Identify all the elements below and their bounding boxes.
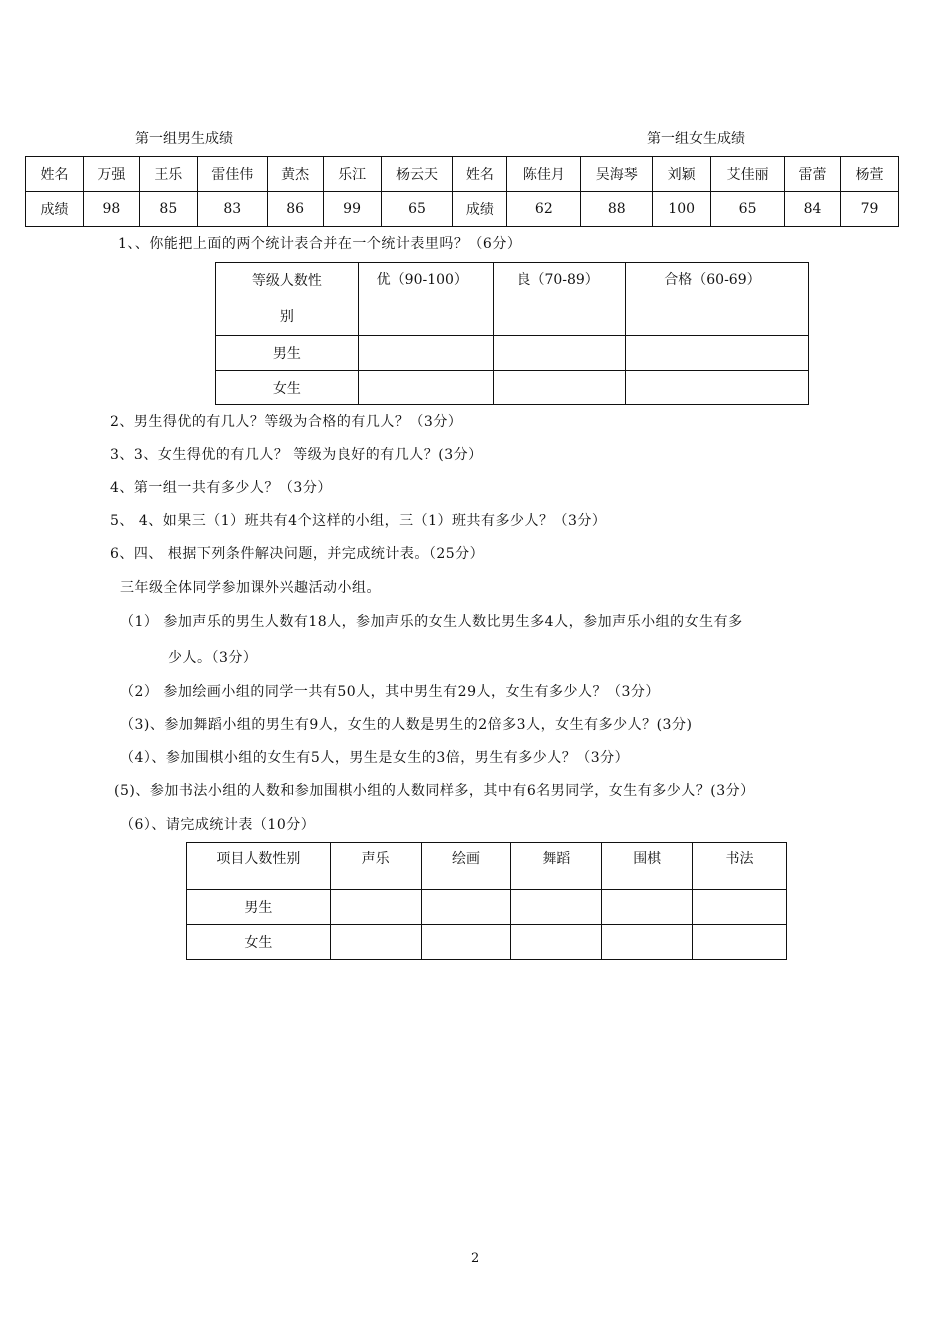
answer-cell[interactable] — [626, 371, 809, 405]
table-cell: 艾佳丽 — [711, 157, 785, 192]
table-cell: 88 — [581, 192, 653, 227]
answer-cell[interactable] — [693, 925, 787, 960]
table-cell: 刘颖 — [653, 157, 711, 192]
table-cell: 65 — [381, 192, 453, 227]
grade-col-you: 优（90-100） — [358, 263, 494, 336]
title-boys-scores: 第一组男生成绩 — [135, 131, 233, 147]
answer-cell[interactable] — [494, 336, 626, 371]
sub-question-5: (5)、参加书法小组的人数和参加围棋小组的人数同样多，其中有6名男同学，女生有多少人？(3分） — [114, 783, 755, 799]
answer-cell[interactable] — [626, 336, 809, 371]
answer-cell[interactable] — [693, 890, 787, 925]
table-cell: 杨云天 — [381, 157, 453, 192]
header-line-2: 别 — [279, 309, 294, 325]
sub-question-4: （4）、参加围棋小组的女生有5人，男生是女生的3倍，男生有多少人？（3分） — [120, 750, 630, 766]
page-number: 2 — [471, 1251, 480, 1266]
table-cell: 乐江 — [323, 157, 381, 192]
answer-cell[interactable] — [511, 925, 602, 960]
sub-question-3: （3)、参加舞蹈小组的男生有9人，女生的人数是男生的2倍多3人，女生有多少人？(3分) — [120, 717, 693, 733]
sub-question-1-cont: 少人。（3分） — [168, 650, 258, 666]
table-cell: 姓名 — [26, 157, 84, 192]
table-cell: 98 — [83, 192, 139, 227]
grade-row-boys: 男生 — [216, 336, 359, 371]
table-row — [26, 157, 899, 192]
table-cell: 杨萱 — [840, 157, 898, 192]
header-line-1: 等级人数性 — [251, 273, 322, 289]
table-header-cell: 舞蹈 — [511, 843, 602, 890]
table-row — [187, 843, 787, 890]
question-5: 5、 4、如果三（1）班共有4个这样的小组，三（1）班共有多少人？（3分） — [110, 513, 607, 529]
table-cell: 王乐 — [139, 157, 197, 192]
grade-col-hege: 合格（60-69） — [626, 263, 809, 336]
grade-table — [215, 262, 809, 405]
answer-cell[interactable] — [602, 890, 693, 925]
grade-table-header-cell — [216, 263, 359, 336]
activity-row-girls: 女生 — [187, 925, 331, 960]
answer-cell[interactable] — [358, 371, 494, 405]
question-4: 4、第一组一共有多少人？（3分） — [110, 480, 332, 496]
activity-table — [186, 842, 787, 960]
sub-question-2: （2） 参加绘画小组的同学一共有50人，其中男生有29人，女生有多少人？（3分） — [120, 684, 660, 700]
table-cell: 85 — [139, 192, 197, 227]
table-row — [216, 263, 809, 336]
question-3: 3、3、女生得优的有几人？ 等级为良好的有几人？(3分） — [110, 447, 483, 463]
question-2: 2、男生得优的有几人？等级为合格的有几人？（3分） — [110, 414, 463, 430]
question-1: 1、、你能把上面的两个统计表合并在一个统计表里吗？（6分） — [118, 236, 522, 252]
table-cell: 成绩 — [453, 192, 507, 227]
table-cell: 雷佳伟 — [197, 157, 267, 192]
sub-question-1: （1） 参加声乐的男生人数有18人，参加声乐的女生人数比男生多4人，参加声乐小组的女生有多 — [120, 614, 743, 630]
table-cell: 姓名 — [453, 157, 507, 192]
table-cell: 99 — [323, 192, 381, 227]
grade-col-liang: 良（70-89） — [494, 263, 626, 336]
intro-text: 三年级全体同学参加课外兴趣活动小组。 — [120, 580, 381, 596]
table-row — [187, 890, 787, 925]
grade-row-girls: 女生 — [216, 371, 359, 405]
question-6: 6、四、 根据下列条件解决问题，并完成统计表。（25分） — [110, 546, 485, 562]
table-cell: 84 — [785, 192, 841, 227]
score-table — [25, 156, 899, 227]
answer-cell[interactable] — [602, 925, 693, 960]
table-header-cell: 围棋 — [602, 843, 693, 890]
table-cell: 万强 — [83, 157, 139, 192]
table-cell: 成绩 — [26, 192, 84, 227]
table-cell: 陈佳月 — [507, 157, 581, 192]
table-cell: 65 — [711, 192, 785, 227]
table-header-cell: 项目人数性别 — [187, 843, 331, 890]
table-header-cell: 声乐 — [330, 843, 421, 890]
table-row — [26, 192, 899, 227]
activity-row-boys: 男生 — [187, 890, 331, 925]
table-cell: 吴海琴 — [581, 157, 653, 192]
table-cell: 62 — [507, 192, 581, 227]
answer-cell[interactable] — [421, 925, 511, 960]
answer-cell[interactable] — [511, 890, 602, 925]
table-header-cell: 绘画 — [421, 843, 511, 890]
title-girls-scores: 第一组女生成绩 — [647, 131, 745, 147]
table-cell: 86 — [267, 192, 323, 227]
answer-cell[interactable] — [421, 890, 511, 925]
answer-cell[interactable] — [330, 890, 421, 925]
table-row — [187, 925, 787, 960]
table-header-cell: 书法 — [693, 843, 787, 890]
table-cell: 黄杰 — [267, 157, 323, 192]
answer-cell[interactable] — [330, 925, 421, 960]
table-cell: 79 — [840, 192, 898, 227]
answer-cell[interactable] — [358, 336, 494, 371]
answer-cell[interactable] — [494, 371, 626, 405]
table-row — [216, 336, 809, 371]
table-cell: 83 — [197, 192, 267, 227]
table-row — [216, 371, 809, 405]
table-cell: 雷蕾 — [785, 157, 841, 192]
sub-question-6: （6）、请完成统计表（10分） — [120, 817, 316, 833]
table-cell: 100 — [653, 192, 711, 227]
